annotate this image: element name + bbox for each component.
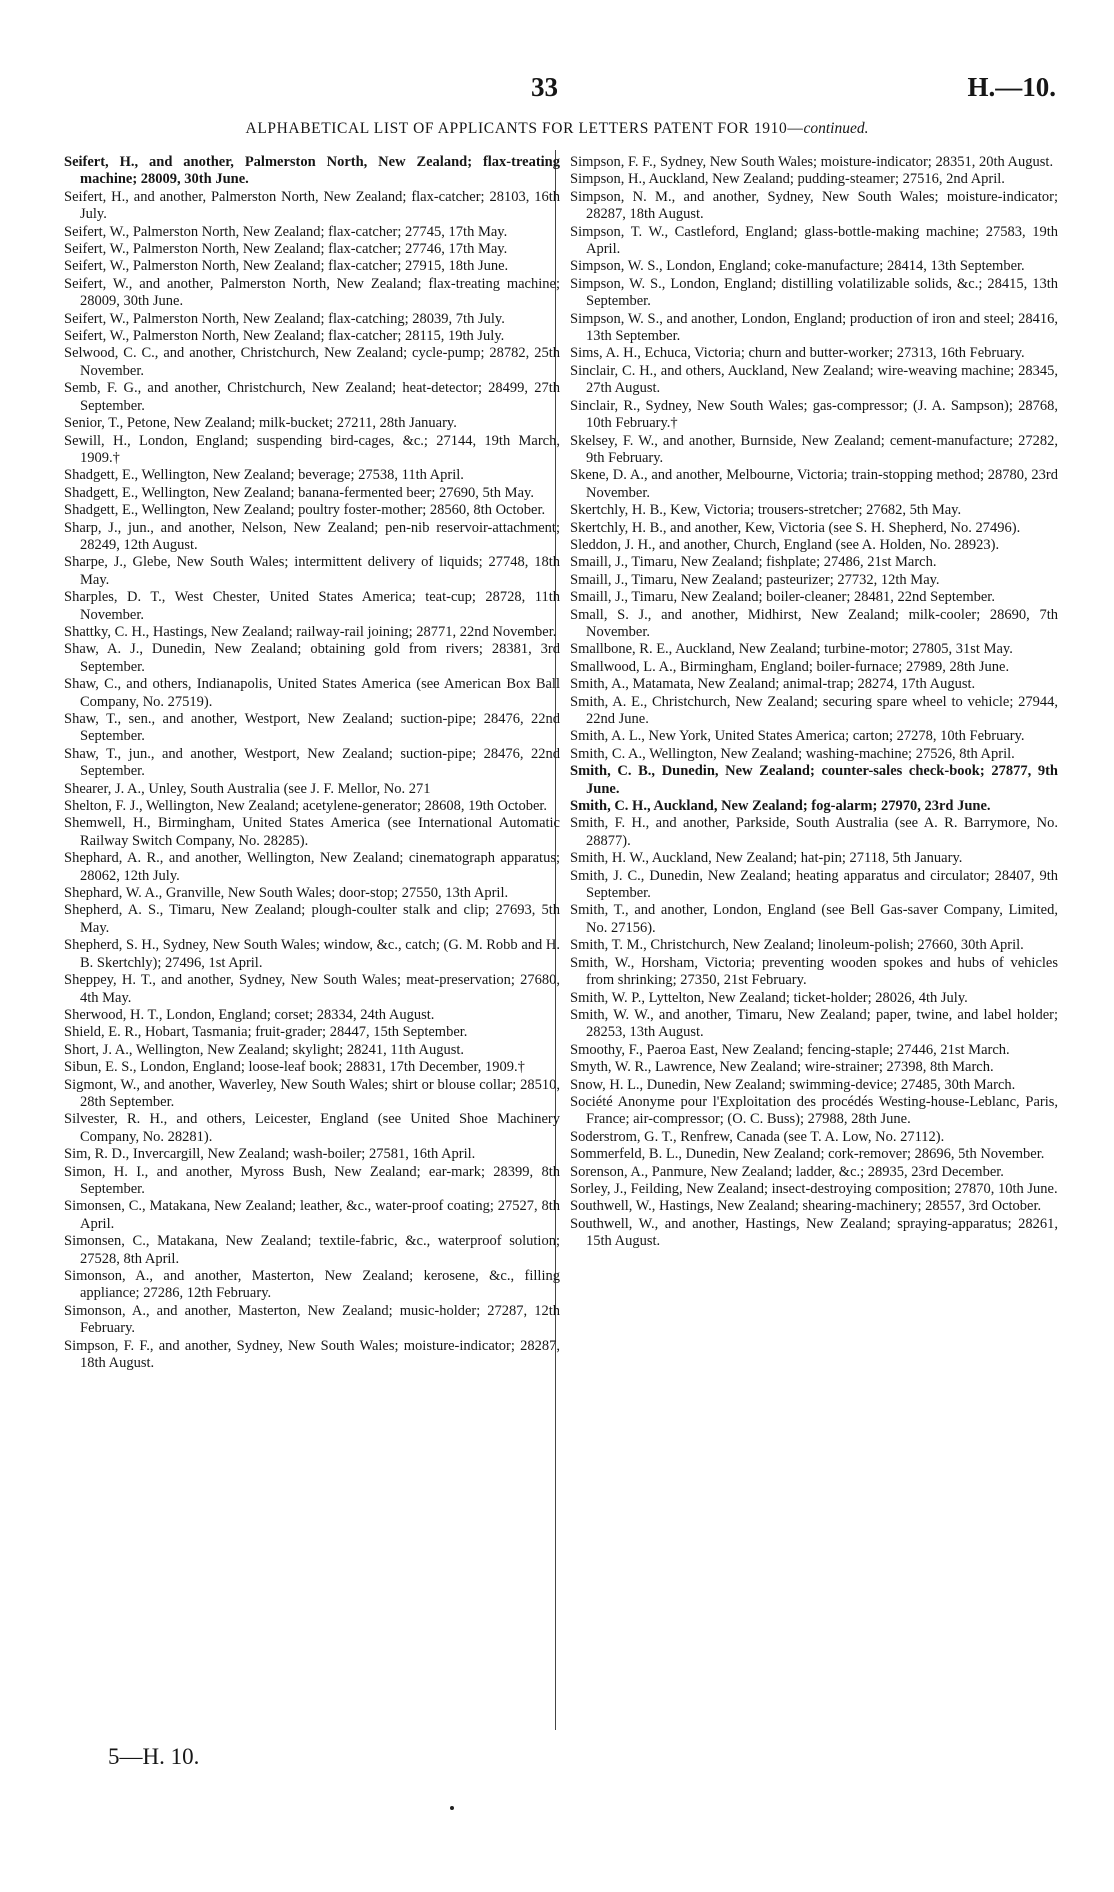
applicant-entry: Silvester, R. H., and others, Leicester, England (see United Shoe Machinery Company, No. 28281). — [64, 1111, 560, 1145]
applicant-entry: Smallwood, L. A., Birmingham, England; boiler-furnace; 27989, 28th June. — [570, 658, 1010, 675]
applicant-entry: Southwell, W., and another, Hastings, New Zealand; spraying-apparatus; 28261, 15th August. — [570, 1215, 1058, 1250]
applicant-entry: Simpson, W. S., London, England; coke-manufacture; 28414, 13th September. — [570, 258, 1025, 275]
applicant-entry: Sibun, E. S., London, England; loose-leaf book; 28831, 17th December, 1909.† — [64, 1059, 525, 1076]
applicant-entry: Seifert, W., and another, Palmerston North, New Zealand; flax-treating machine; 28009, 30th June. — [64, 275, 560, 310]
applicant-entry: Shearer, J. A., Unley, South Australia (see J. F. Mellor, No. 271 — [64, 780, 431, 797]
applicant-entry: Senior, T., Petone, New Zealand; milk-bucket; 27211, 28th January. — [64, 415, 457, 432]
right-column — [570, 154, 1058, 1251]
applicant-entry: Sewill, H., London, England; suspending bird-cages, &c.; 27144, 19th March, 1909.† — [64, 432, 560, 466]
applicant-entry: Sharples, D. T., West Chester, United States America; teat-cup; 28728, 11th November. — [64, 589, 560, 623]
applicant-entry: Simonsen, C., Matakana, New Zealand; textile-fabric, &c., waterproof solution; 27528, 8th April. — [64, 1233, 560, 1267]
applicant-entry: Simpson, W. S., London, England; distilling volatilizable solids, &c.; 28415, 13th September. — [570, 275, 1058, 310]
applicant-entry: Skertchly, H. B., and another, Kew, Victoria (see S. H. Shepherd, No. 27496). — [570, 519, 1021, 536]
applicant-entry: Smith, W., Horsham, Victoria; preventing wooden spokes and hubs of vehicles from shrinking; 27350, 21st February. — [570, 954, 1058, 989]
applicant-entry: Simpson, F. F., Sydney, New South Wales; moisture-indicator; 28351, 20th August. — [570, 154, 1054, 170]
applicant-entry: Shaw, T., jun., and another, Westport, New Zealand; suction-pipe; 28476, 22nd September. — [64, 745, 560, 780]
applicant-entry: Smallbone, R. E., Auckland, New Zealand; turbine-motor; 27805, 31st May. — [570, 641, 1013, 658]
applicant-entry: Seifert, W., Palmerston North, New Zealand; flax-catcher; 27745, 17th May. — [64, 223, 508, 240]
applicant-entry: Smith, C. A., Wellington, New Zealand; washing-machine; 27526, 8th April. — [570, 745, 1015, 762]
applicant-entry: Selwood, C. C., and another, Christchurch, New Zealand; cycle-pump; 28782, 25th November. — [64, 345, 560, 379]
applicant-entry: Shepherd, A. S., Timaru, New Zealand; plough-coulter stalk and clip; 27693, 5th May. — [64, 902, 560, 936]
print-speck — [450, 1806, 454, 1810]
applicant-entry: Seifert, W., Palmerston North, New Zealand; flax-catching; 28039, 7th July. — [64, 310, 505, 327]
applicant-entry: Smith, T., and another, London, England (see Bell Gas-saver Company, Limited, No. 27156). — [570, 902, 1058, 936]
applicant-entry: Simpson, F. F., and another, Sydney, New South Wales; moisture-indicator; 28287, 18th August. — [64, 1337, 560, 1372]
page-number: 33 — [531, 72, 558, 102]
applicant-entry: Smith, W. W., and another, Timaru, New Zealand; paper, twine, and label holder; 28253, 13th August. — [570, 1006, 1058, 1041]
applicant-entry: Simonson, A., and another, Masterton, New Zealand; kerosene, &c., filling appliance; 27286, 12th February. — [64, 1268, 560, 1302]
applicant-entry: Smith, A. E., Christchurch, New Zealand; securing spare wheel to vehicle; 27944, 22nd June. — [570, 693, 1058, 727]
applicant-entry: Simonsen, C., Matakana, New Zealand; leather, &c., water-proof coating; 27527, 8th April. — [64, 1198, 560, 1232]
applicant-entry: Shephard, W. A., Granville, New South Wales; door-stop; 27550, 13th April. — [64, 885, 509, 902]
applicant-entry: Simpson, T. W., Castleford, England; glass-bottle-making machine; 27583, 19th April. — [570, 223, 1058, 258]
applicant-entry: Société Anonyme pour l'Exploitation des procédés Westing-house-Leblanc, Paris, France; air-compressor; (O. C. Buss); 27988, 28th June. — [570, 1093, 1058, 1128]
applicant-entry: Skene, D. A., and another, Melbourne, Victoria; train-stopping method; 28780, 23rd November. — [570, 467, 1058, 501]
applicant-entry: Smith, C. H., Auckland, New Zealand; fog-alarm; 27970, 23rd June. — [570, 798, 991, 815]
left-column — [64, 154, 560, 1372]
applicant-entry: Shemwell, H., Birmingham, United States America (see International Automatic Railway Switch Company, No. 28285). — [64, 815, 560, 849]
applicant-entry: Southwell, W., Hastings, New Zealand; shearing-machinery; 28557, 3rd October. — [570, 1198, 1042, 1215]
applicant-entry: Smith, W. P., Lyttelton, New Zealand; ticket-holder; 28026, 4th July. — [570, 989, 968, 1006]
applicant-entry: Smaill, J., Timaru, New Zealand; fishplate; 27486, 21st March. — [570, 554, 937, 571]
applicant-entry: Sharp, J., jun., and another, Nelson, New Zealand; pen-nib reservoir-attachment; 28249, 12th August. — [64, 519, 560, 553]
applicant-entry: Smaill, J., Timaru, New Zealand; pasteurizer; 27732, 12th May. — [570, 571, 940, 588]
heading-title: ALPHABETICAL LIST OF APPLICANTS FOR LETTERS PATENT FOR 1910— — [245, 120, 804, 137]
applicant-entry: Sharpe, J., Glebe, New South Wales; intermittent delivery of liquids; 27748, 18th May. — [64, 554, 560, 588]
applicant-entry: Shelton, F. J., Wellington, New Zealand; acetylene-generator; 28608, 19th October. — [64, 798, 548, 815]
heading-continued: continued. — [803, 120, 869, 137]
applicant-entry: Sinclair, R., Sydney, New South Wales; gas-compressor; (J. A. Sampson); 28768, 10th February.† — [570, 397, 1058, 432]
applicant-entry: Simonson, A., and another, Masterton, New Zealand; music-holder; 27287, 12th February. — [64, 1302, 560, 1337]
applicant-entry: Seifert, W., Palmerston North, New Zealand; flax-catcher; 28115, 19th July. — [64, 328, 505, 345]
applicant-entry: Soderstrom, G. T., Renfrew, Canada (see T. A. Low, No. 27112). — [570, 1128, 945, 1145]
applicant-entry: Smith, A., Matamata, New Zealand; animal-trap; 28274, 17th August. — [570, 676, 976, 693]
applicant-entry: Sinclair, C. H., and others, Auckland, New Zealand; wire-weaving machine; 28345, 27th August. — [570, 362, 1058, 397]
sheet-reference: 5—H. 10. — [108, 1744, 200, 1769]
applicant-entry: Smith, A. L., New York, United States America; carton; 27278, 10th February. — [570, 728, 1025, 745]
applicant-entry: Sheppey, H. T., and another, Sydney, New South Wales; meat-preservation; 27680, 4th May. — [64, 972, 560, 1006]
applicant-entry: Semb, F. G., and another, Christchurch, New Zealand; heat-detector; 28499, 27th September. — [64, 380, 560, 414]
applicant-entry: Shadgett, E., Wellington, New Zealand; beverage; 27538, 11th April. — [64, 467, 464, 484]
applicant-entry: Skertchly, H. B., Kew, Victoria; trousers-stretcher; 27682, 5th May. — [570, 502, 962, 519]
applicant-entry: Simpson, W. S., and another, London, England; production of iron and steel; 28416, 13th September. — [570, 310, 1058, 345]
applicant-entry: Smoothy, F., Paeroa East, New Zealand; fencing-staple; 27446, 21st March. — [570, 1041, 1010, 1058]
applicant-entry: Smith, J. C., Dunedin, New Zealand; heating apparatus and circulator; 28407, 9th September. — [570, 867, 1058, 902]
applicant-entry: Simpson, H., Auckland, New Zealand; pudding-steamer; 27516, 2nd April. — [570, 171, 1005, 188]
applicant-entry: Sorenson, A., Panmure, New Zealand; ladder, &c.; 28935, 23rd December. — [570, 1163, 1004, 1180]
document-reference: H.—10. — [967, 72, 1056, 102]
applicant-entry: Shadgett, E., Wellington, New Zealand; banana-fermented beer; 27690, 5th May. — [64, 484, 534, 501]
applicant-entry: Short, J. A., Wellington, New Zealand; skylight; 28241, 11th August. — [64, 1041, 464, 1058]
applicant-entry: Seifert, W., Palmerston North, New Zealand; flax-catcher; 27915, 18th June. — [64, 258, 509, 275]
applicant-entry: Seifert, W., Palmerston North, New Zealand; flax-catcher; 27746, 17th May. — [64, 241, 508, 258]
applicant-entry: Smith, F. H., and another, Parkside, South Australia (see A. R. Barrymore, No. 28877). — [570, 815, 1058, 849]
applicant-entry: Smith, H. W., Auckland, New Zealand; hat-pin; 27118, 5th January. — [570, 850, 963, 867]
page-heading — [0, 120, 1114, 138]
applicant-entry: Smith, C. B., Dunedin, New Zealand; counter-sales check-book; 27877, 9th June. — [570, 763, 1058, 797]
applicant-entry: Sigmont, W., and another, Waverley, New South Wales; shirt or blouse collar; 28510, 28th September. — [64, 1076, 560, 1110]
applicant-entry: Sorley, J., Feilding, New Zealand; insect-destroying composition; 27870, 10th June. — [570, 1180, 1058, 1197]
applicant-entry: Smaill, J., Timaru, New Zealand; boiler-cleaner; 28481, 22nd September. — [570, 589, 995, 606]
applicant-entry: Sommerfeld, B. L., Dunedin, New Zealand; cork-remover; 28696, 5th November. — [570, 1146, 1045, 1163]
applicant-entry: Seifert, H., and another, Palmerston North, New Zealand; flax-catcher; 28103, 16th July. — [64, 188, 560, 223]
applicant-entry: Smith, T. M., Christchurch, New Zealand; linoleum-polish; 27660, 30th April. — [570, 937, 1024, 954]
applicant-entry: Shaw, T., sen., and another, Westport, New Zealand; suction-pipe; 28476, 22nd September. — [64, 711, 560, 745]
applicant-entry: Shephard, A. R., and another, Wellington, New Zealand; cinematograph apparatus; 28062, 12th July. — [64, 850, 560, 884]
applicant-entry: Small, S. J., and another, Midhirst, New Zealand; milk-cooler; 28690, 7th November. — [570, 606, 1058, 640]
applicant-entry: Sleddon, J. H., and another, Church, England (see A. Holden, No. 28923). — [570, 536, 1000, 553]
applicant-entry: Snow, H. L., Dunedin, New Zealand; swimming-device; 27485, 30th March. — [570, 1076, 1016, 1093]
applicant-entry: Sims, A. H., Echuca, Victoria; churn and butter-worker; 27313, 16th February. — [570, 345, 1025, 362]
applicant-entry: Simon, H. I., and another, Myross Bush, New Zealand; ear-mark; 28399, 8th September. — [64, 1163, 560, 1197]
applicant-entry: Shaw, A. J., Dunedin, New Zealand; obtaining gold from rivers; 28381, 3rd September. — [64, 641, 560, 675]
applicant-entry: Shaw, C., and others, Indianapolis, United States America (see American Box Ball Company, No. 27519). — [64, 676, 560, 710]
applicant-entry: Shield, E. R., Hobart, Tasmania; fruit-grader; 28447, 15th September. — [64, 1024, 468, 1041]
applicant-entry: Simpson, N. M., and another, Sydney, New South Wales; moisture-indicator; 28287, 18th August. — [570, 188, 1058, 223]
applicant-entry: Shepherd, S. H., Sydney, New South Wales; window, &c., catch; (G. M. Robb and H. B. Skertchly); 27496, 1st April. — [64, 937, 560, 971]
applicant-entry: Shattky, C. H., Hastings, New Zealand; railway-rail joining; 28771, 22nd November. — [64, 623, 557, 640]
applicant-entry: Sherwood, H. T., London, England; corset; 28334, 24th August. — [64, 1006, 435, 1023]
applicant-entry: Skelsey, F. W., and another, Burnside, New Zealand; cement-manufacture; 27282, 9th February. — [570, 432, 1058, 466]
applicant-entry: Smyth, W. R., Lawrence, New Zealand; wire-strainer; 27398, 8th March. — [570, 1059, 994, 1076]
applicant-entry: Seifert, H., and another, Palmerston North, New Zealand; flax-treating machine; 28009, 30th June. — [64, 154, 560, 188]
applicant-entry: Shadgett, E., Wellington, New Zealand; poultry foster-mother; 28560, 8th October. — [64, 502, 546, 519]
applicant-entry: Sim, R. D., Invercargill, New Zealand; wash-boiler; 27581, 16th April. — [64, 1146, 476, 1163]
